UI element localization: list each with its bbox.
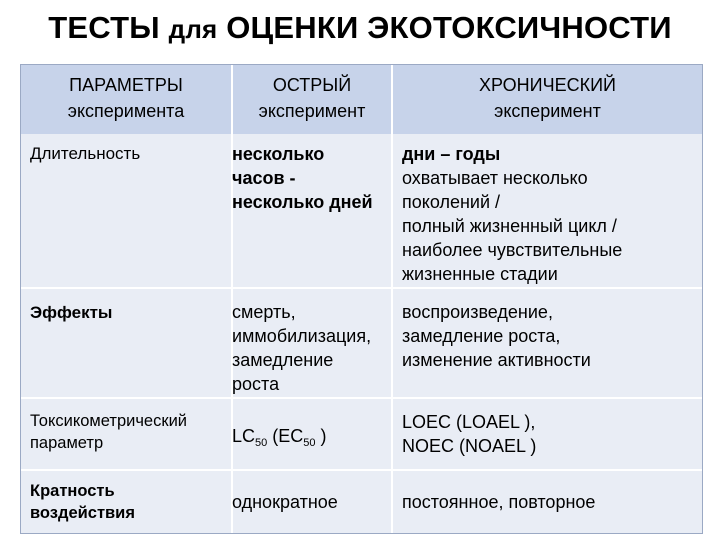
column-separator xyxy=(231,64,233,534)
header-acute-line1: ОСТРЫЙ xyxy=(272,75,352,95)
table-row-toxicometric-chronic xyxy=(402,410,702,458)
table-row-frequency-param xyxy=(30,480,230,524)
cell-line: роста xyxy=(232,374,280,394)
header-chronic-line1: ХРОНИЧЕСКИЙ xyxy=(479,75,616,95)
cell-line: LOEC (LOAEL ), xyxy=(402,412,536,432)
cell-line: замедление xyxy=(232,350,334,370)
cell-line: изменение активности xyxy=(402,350,591,370)
cell-line: постоянное, повторное xyxy=(402,492,596,512)
header-acute xyxy=(232,72,392,124)
table-row-toxicometric-acute xyxy=(232,424,392,455)
param-label: Кратность xyxy=(30,482,115,500)
table-row-duration-acute xyxy=(232,142,392,214)
header-chronic xyxy=(392,72,703,124)
param-label: Длительность xyxy=(30,144,141,163)
cell-line: однократное xyxy=(232,492,338,512)
cell-line: несколько дней xyxy=(232,192,373,212)
title-part-1: ТЕСТЫ xyxy=(48,10,169,45)
ecotox-table xyxy=(20,64,703,534)
cell-line: воспроизведение, xyxy=(402,302,553,322)
header-params-line2: эксперимента xyxy=(67,101,185,121)
cell-line: дни – годы xyxy=(402,144,501,164)
cell-line: смерть, xyxy=(232,302,296,322)
header-params-line1: ПАРАМЕТРЫ xyxy=(69,75,183,95)
cell-line: жизненные стадии xyxy=(402,264,558,284)
cell-line: часов - xyxy=(232,168,296,188)
table-row-effects-param xyxy=(30,302,230,324)
title-part-2: для xyxy=(168,14,218,44)
table-row-frequency-acute xyxy=(232,490,392,514)
ec-label: (EC xyxy=(267,426,304,446)
table-row-frequency-chronic xyxy=(402,490,702,514)
param-label: параметр xyxy=(30,434,104,452)
row-separator xyxy=(20,469,703,471)
cell-line: замедление роста, xyxy=(402,326,561,346)
cell-line: поколений / xyxy=(402,192,501,212)
page-title xyxy=(0,10,720,46)
table-row-duration-chronic xyxy=(402,142,702,286)
row-separator xyxy=(20,397,703,399)
title-part-3: ОЦЕНКИ ЭКОТОКСИЧНОСТИ xyxy=(217,10,672,45)
ec-close: ) xyxy=(315,426,327,446)
lc-subscript: 50 xyxy=(255,437,268,449)
param-label: воздействия xyxy=(30,504,135,522)
cell-line: охватывает несколько xyxy=(402,168,588,188)
table-row-effects-acute xyxy=(232,300,392,396)
param-label: Токсикометрический xyxy=(30,412,188,430)
cell-line: наиболее чувствительные xyxy=(402,240,623,260)
table-row-effects-chronic xyxy=(402,300,702,372)
param-label: Эффекты xyxy=(30,303,113,322)
table-row-toxicometric-param xyxy=(30,410,235,454)
header-acute-line2: эксперимент xyxy=(258,101,366,121)
cell-line: иммобилизация, xyxy=(232,326,372,346)
lc-label: LC xyxy=(232,426,256,446)
header-chronic-line2: эксперимент xyxy=(494,101,601,121)
row-separator xyxy=(20,287,703,289)
cell-line: NOEC (NOAEL ) xyxy=(402,436,537,456)
table-row-duration-param xyxy=(30,143,230,165)
column-separator xyxy=(391,64,393,534)
header-params xyxy=(20,72,232,124)
cell-line: полный жизненный цикл / xyxy=(402,216,617,236)
cell-line: несколько xyxy=(232,144,325,164)
ec-subscript: 50 xyxy=(303,437,316,449)
